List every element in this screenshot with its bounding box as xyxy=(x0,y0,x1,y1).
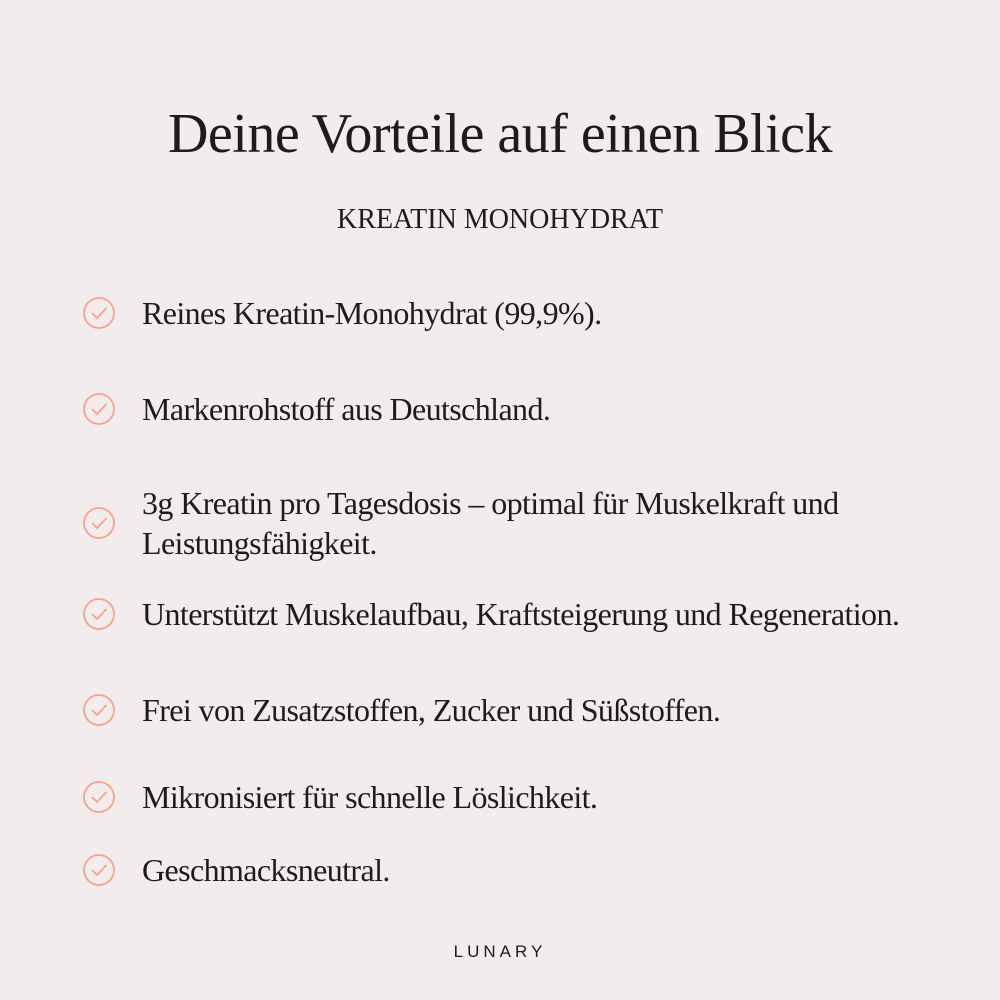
page-title: Deine Vorteile auf einen Blick xyxy=(167,103,833,165)
check-circle-icon xyxy=(82,392,116,426)
product-subtitle: KREATIN MONOHYDRAT xyxy=(337,204,663,235)
benefit-text: Geschmacksneutral. xyxy=(142,852,390,888)
benefit-text: Markenrohstoff aus Deutschland. xyxy=(142,391,551,427)
benefit-item xyxy=(82,690,962,730)
check-circle-icon xyxy=(82,693,116,727)
benefit-item xyxy=(82,850,962,890)
benefit-item xyxy=(82,293,962,333)
brand-logo: LUNARY xyxy=(453,942,547,961)
check-circle-icon xyxy=(82,853,116,887)
benefit-item xyxy=(82,483,962,563)
benefit-text: Frei von Zusatzstoffen, Zucker und Süßstoffen. xyxy=(142,692,721,728)
benefit-text: Reines Kreatin-Monohydrat (99,9%). xyxy=(142,295,602,331)
benefit-text: 3g Kreatin pro Tagesdosis – optimal für Muskelkraft und Leistungsfähigkeit. xyxy=(142,485,839,561)
check-circle-icon xyxy=(82,506,116,540)
benefit-item xyxy=(82,777,962,817)
check-circle-icon xyxy=(82,597,116,631)
check-circle-icon xyxy=(82,296,116,330)
benefit-text: Mikronisiert für schnelle Löslichkeit. xyxy=(142,779,598,815)
benefit-item xyxy=(82,594,962,634)
check-circle-icon xyxy=(82,780,116,814)
benefit-text: Unterstützt Muskelaufbau, Kraftsteigerung und Regeneration. xyxy=(142,596,900,632)
benefit-item xyxy=(82,389,962,429)
